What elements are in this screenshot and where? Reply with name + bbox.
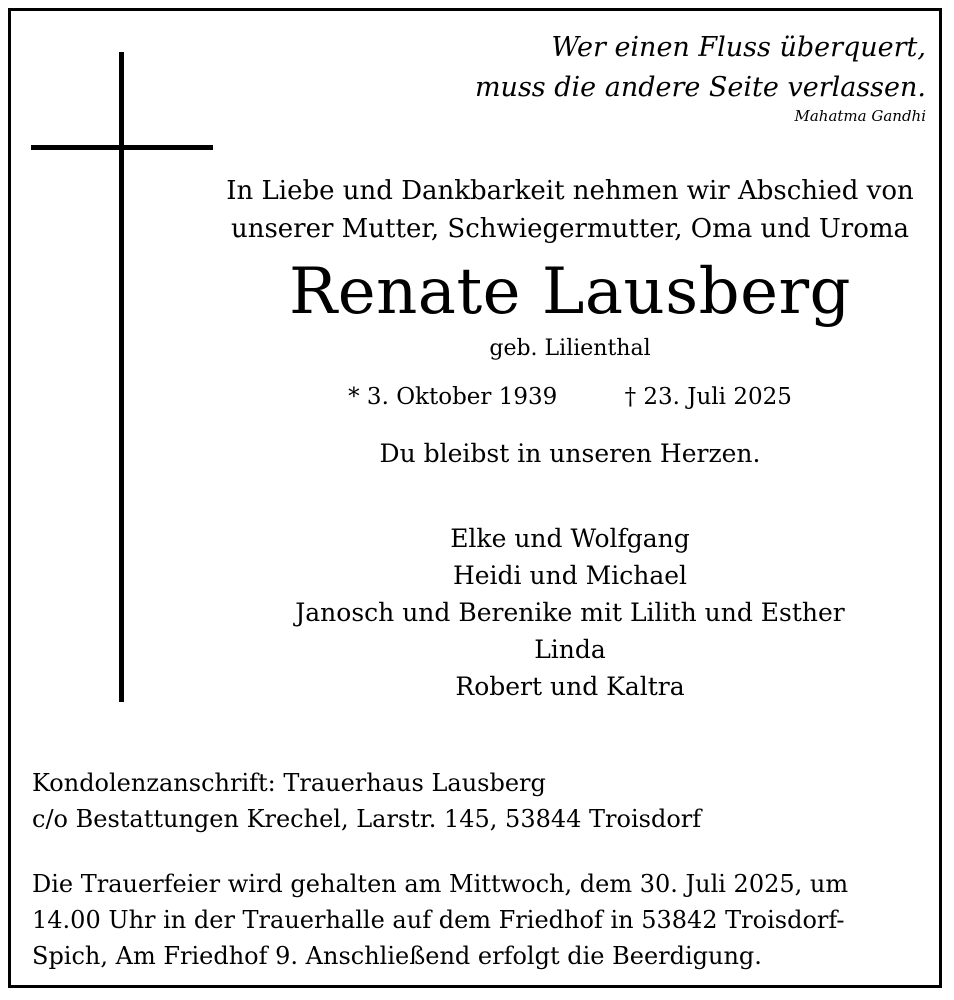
motto: Du bleibst in unseren Herzen. [379, 439, 761, 468]
death-date: † 23. Juli 2025 [624, 384, 792, 410]
cross-icon-horizontal [31, 145, 213, 150]
condolence-address [32, 765, 922, 837]
quote-line: muss die andere Seite verlassen. [474, 72, 926, 103]
ceremony-line: 14.00 Uhr in der Trauerhalle auf dem Friedhof in 53842 Troisdorf- [32, 906, 845, 934]
intro-text [200, 172, 940, 248]
mourner: Robert und Kaltra [455, 672, 685, 701]
condolence-line: c/o Bestattungen Krechel, Larstr. 145, 53844 Troisdorf [32, 805, 702, 833]
ceremony-line: Die Trauerfeier wird gehalten am Mittwoch, dem 30. Juli 2025, um [32, 870, 849, 898]
mourner: Janosch und Berenike mit Lilith und Esther [295, 598, 845, 627]
mourner: Heidi und Michael [452, 561, 688, 590]
intro-line: In Liebe und Dankbarkeit nehmen wir Abschied von [226, 176, 914, 206]
mourner: Elke und Wolfgang [450, 524, 690, 553]
maiden-name: geb. Lilienthal [489, 336, 651, 361]
mourners-list [200, 520, 940, 705]
quote-line: Wer einen Fluss überquert, [551, 32, 926, 63]
mourner: Linda [534, 635, 606, 664]
deceased-name: Renate Lausberg [289, 255, 851, 329]
intro-line: unserer Mutter, Schwiegermutter, Oma und Uroma [230, 214, 910, 244]
life-dates [200, 380, 940, 414]
ceremony-info [32, 866, 922, 974]
quote-author: Mahatma Gandhi [794, 107, 926, 125]
birth-date: * 3. Oktober 1939 [348, 384, 558, 410]
quote [475, 28, 926, 127]
condolence-line: Kondolenzanschrift: Trauerhaus Lausberg [32, 769, 546, 797]
ceremony-line: Spich, Am Friedhof 9. Anschließend erfolgt die Beerdigung. [32, 942, 762, 970]
notice-border [8, 8, 942, 988]
